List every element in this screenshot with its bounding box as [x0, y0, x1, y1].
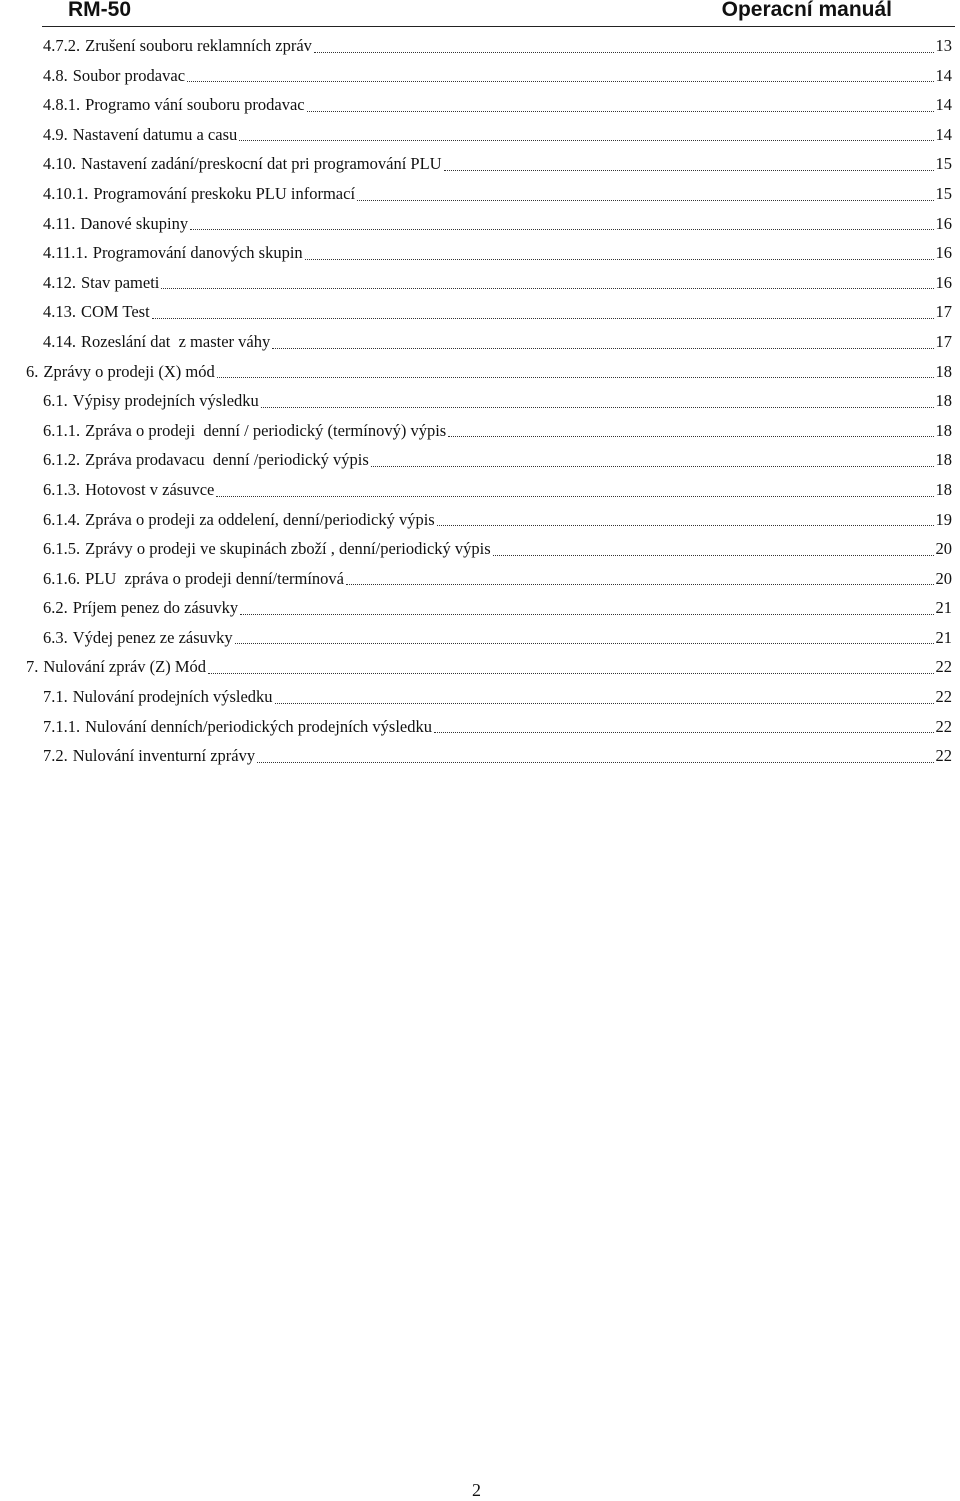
toc-entry-page: 14 [935, 95, 952, 115]
toc-entry-number: 6. [26, 361, 39, 381]
toc-entry[interactable] [0, 712, 952, 742]
toc-entry-number: 4.7.2. [43, 36, 81, 55]
toc-entry-title: Nastavení datumu a casu [72, 124, 238, 144]
toc-entry-page: 22 [935, 657, 952, 677]
toc-entry-number: 6.2. [43, 598, 68, 618]
toc-dot-leader [240, 613, 933, 615]
toc-entry-title: Nulování zpráv (Z) Mód [43, 657, 207, 677]
toc-entry-number: 4.14. [43, 331, 76, 351]
toc-entry-number: 4.10. [43, 154, 76, 174]
toc-entry-number: 6.1.2. [43, 450, 81, 470]
toc-entry-title: Nulování prodejních výsledku [72, 687, 273, 707]
toc-entry-number: 6.3. [43, 627, 68, 647]
toc-dot-leader [434, 731, 934, 733]
toc-entry-page: 14 [935, 65, 952, 85]
toc-entry[interactable] [0, 416, 952, 446]
toc-entry[interactable] [0, 682, 952, 712]
toc-entry[interactable] [0, 238, 952, 268]
toc-entry-page: 21 [935, 627, 952, 647]
toc-entry-page: 22 [935, 687, 952, 707]
toc-entry[interactable] [0, 120, 952, 150]
toc-entry[interactable] [0, 652, 952, 682]
toc-entry[interactable] [0, 209, 952, 239]
toc-entry-page: 22 [935, 716, 952, 736]
header-divider [42, 26, 955, 27]
toc-entry-page: 16 [935, 213, 952, 233]
toc-dot-leader [371, 465, 934, 467]
toc-entry-page: 15 [935, 183, 952, 203]
toc-entry-number: 6.1.4. [43, 509, 81, 529]
toc-entry[interactable] [0, 623, 952, 653]
toc-entry-page: 18 [935, 420, 952, 440]
toc-entry[interactable] [0, 475, 952, 505]
toc-entry-title: Príjem penez do zásuvky [72, 598, 239, 618]
toc-entry-title: Zprávy o prodeji (X) mód [43, 361, 215, 381]
toc-dot-leader [493, 554, 934, 556]
toc-dot-leader [217, 376, 934, 378]
toc-dot-leader [239, 139, 933, 141]
toc-entry-number: 4.11.1. [43, 243, 88, 263]
toc-entry-number: 4.12. [43, 272, 76, 292]
page-number: 2 [472, 1480, 481, 1500]
toc-entry-number: 4.10.1. [43, 183, 89, 203]
toc-entry[interactable] [0, 505, 952, 535]
toc-entry-number: 6.1.6. [43, 568, 81, 588]
toc-entry-page: 15 [935, 154, 952, 174]
toc-entry-page: 20 [935, 568, 952, 588]
toc-dot-leader [357, 199, 933, 201]
toc-entry-title: Nastavení zadání/preskocní dat pri programování PLU [81, 154, 442, 174]
toc-entry[interactable] [0, 297, 952, 327]
toc-entry-title: Zpráva o prodeji za oddelení, denní/periodický výpis [85, 509, 435, 529]
document-model-title: RM-50 [68, 0, 132, 21]
toc-entry-title: Danové skupiny [80, 213, 189, 233]
toc-entry-number: 7. [26, 657, 39, 677]
toc-dot-leader [216, 495, 933, 497]
toc-dot-leader [152, 317, 934, 319]
toc-entry-number: 4.13. [43, 302, 76, 322]
toc-entry-page: 17 [935, 302, 952, 322]
toc-dot-leader [261, 406, 934, 408]
toc-entry[interactable] [0, 741, 952, 771]
toc-entry-title: COM Test [81, 302, 150, 322]
toc-dot-leader [235, 642, 934, 644]
toc-entry-title: Zpráva prodavacu denní /periodický výpis [85, 450, 369, 470]
toc-entry-number: 6.1.5. [43, 539, 81, 559]
toc-entry[interactable] [0, 357, 952, 387]
toc-entry-title: Zprávy o prodeji ve skupinách zboží , denní/periodický výpis [85, 539, 491, 559]
toc-entry[interactable] [0, 90, 952, 120]
toc-entry-page: 17 [935, 331, 952, 351]
toc-entry[interactable] [0, 386, 952, 416]
toc-entry-title: Nulování inventurní zprávy [72, 746, 256, 766]
toc-entry-title: Programování danových skupin [92, 243, 303, 263]
toc-entry-page: 22 [935, 746, 952, 766]
toc-dot-leader [161, 287, 933, 289]
toc-entry[interactable] [0, 268, 952, 298]
toc-dot-leader [437, 524, 934, 526]
toc-entry-number: 4.11. [43, 213, 76, 233]
toc-entry-number: 7.1.1. [43, 716, 81, 736]
toc-entry-title: Nulování denních/periodických prodejních výsledku [85, 716, 432, 736]
toc-dot-leader [208, 672, 933, 674]
toc-entry-title: Soubor prodavac [72, 65, 186, 85]
toc-dot-leader [275, 702, 934, 704]
toc-entry-page: 18 [935, 450, 952, 470]
toc-entry-page: 18 [935, 361, 952, 381]
toc-entry-title: Zrušení souboru reklamních zpráv [85, 36, 312, 55]
toc-entry[interactable] [0, 31, 952, 61]
toc-entry[interactable] [0, 534, 952, 564]
toc-entry-number: 6.1.1. [43, 420, 81, 440]
toc-entry[interactable] [0, 149, 952, 179]
toc-entry-number: 4.8. [43, 65, 68, 85]
toc-entry-number: 4.8.1. [43, 95, 81, 115]
toc-dot-leader [448, 435, 933, 437]
toc-entry-number: 6.1.3. [43, 479, 81, 499]
toc-entry-page: 20 [935, 539, 952, 559]
toc-entry[interactable] [0, 61, 952, 91]
toc-entry-title: PLU zpráva o prodeji denní/termínová [85, 568, 345, 588]
toc-entry[interactable] [0, 564, 952, 594]
toc-dot-leader [272, 347, 933, 349]
toc-dot-leader [314, 51, 934, 53]
toc-entry-number: 4.9. [43, 124, 68, 144]
toc-dot-leader [187, 80, 933, 82]
toc-entry-page: 21 [935, 598, 952, 618]
toc-entry-title: Rozeslání dat z master váhy [81, 331, 271, 351]
toc-entry-title: Výdej penez ze zásuvky [72, 627, 233, 647]
toc-entry-page: 13 [935, 36, 952, 55]
toc-entry-title: Hotovost v zásuvce [85, 479, 215, 499]
toc-dot-leader [307, 110, 934, 112]
toc-entry-page: 18 [935, 479, 952, 499]
toc-dot-leader [444, 169, 934, 171]
toc-entry-title: Programo vání souboru prodavac [85, 95, 305, 115]
toc-entry-title: Zpráva o prodeji denní / periodický (termínový) výpis [85, 420, 447, 440]
toc-entry-number: 7.2. [43, 746, 68, 766]
page-header [0, 0, 960, 28]
toc-entry-page: 18 [935, 391, 952, 411]
toc-entry-title: Programování preskoku PLU informací [93, 183, 356, 203]
toc-entry-title: Stav pameti [81, 272, 160, 292]
table-of-contents [0, 31, 960, 771]
toc-entry[interactable] [0, 445, 952, 475]
toc-entry-page: 16 [935, 243, 952, 263]
toc-entry-page: 14 [935, 124, 952, 144]
toc-entry[interactable] [0, 327, 952, 357]
toc-entry-page: 19 [935, 509, 952, 529]
toc-entry[interactable] [0, 179, 952, 209]
toc-entry-title: Výpisy prodejních výsledku [72, 391, 259, 411]
toc-entry-number: 7.1. [43, 687, 68, 707]
document-manual-title: Operacní manuál [721, 0, 892, 21]
toc-dot-leader [190, 228, 933, 230]
toc-dot-leader [305, 258, 934, 260]
toc-entry-number: 6.1. [43, 391, 68, 411]
toc-dot-leader [346, 583, 933, 585]
toc-entry-page: 16 [935, 272, 952, 292]
toc-dot-leader [257, 761, 933, 763]
toc-entry[interactable] [0, 593, 952, 623]
